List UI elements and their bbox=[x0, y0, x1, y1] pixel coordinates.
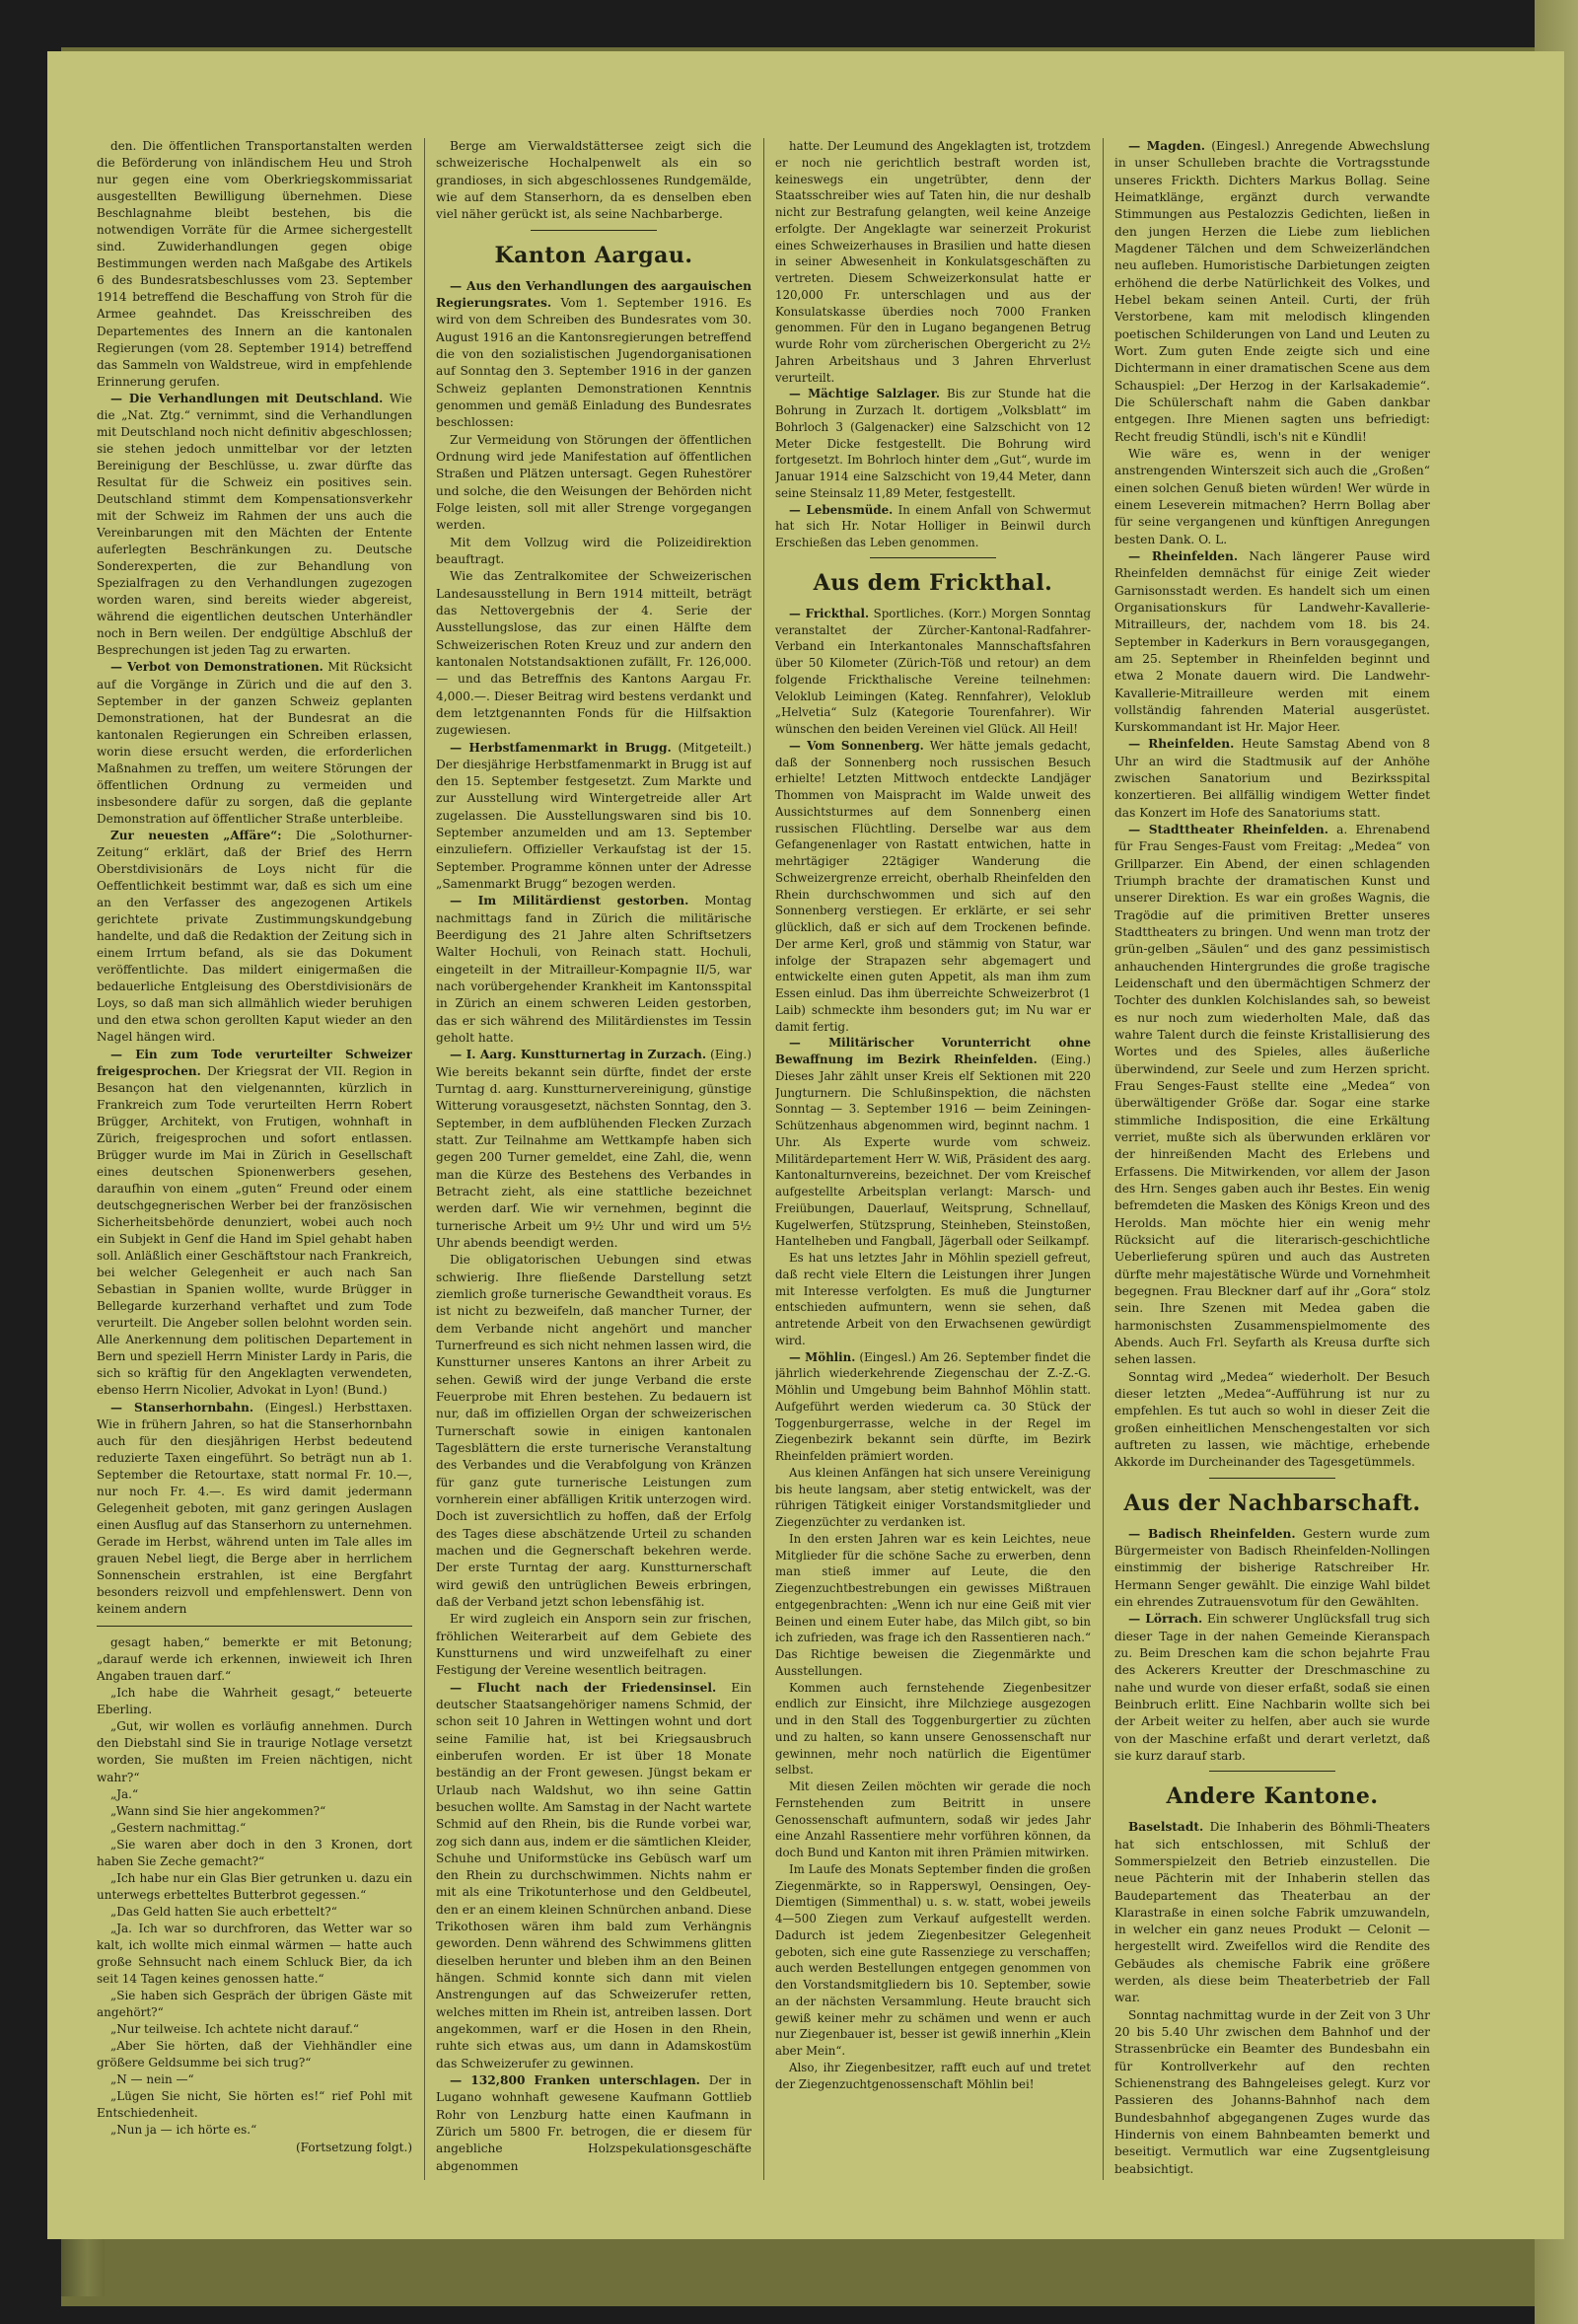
article-text: Es hat uns letztes Jahr in Möhlin speziell gefreut, daß recht viele Eltern die Leistungen ihrer Jungen mit Interesse verfolgten. Es muß die Jungturner entschieden aufmuntern, wenn sie sehen, daß antretende Arbeit von den Erwachsenen gewürdigt wird. bbox=[775, 1251, 1091, 1347]
article-text: „N — nein —“ bbox=[110, 2072, 194, 2087]
article-paragraph bbox=[97, 1803, 412, 1820]
article-paragraph bbox=[1114, 822, 1430, 1369]
article-text: „Ja.“ bbox=[110, 1786, 139, 1801]
article-text: Er wird zugleich ein Ansporn sein zur frischen, fröhlichen Weiterarbeit auf dem Gebiete des Kunstturnens und wird unzweifelhaft zu einer Festigung der Vereine wesentlich beitragen. bbox=[436, 1612, 752, 1678]
article-paragraph bbox=[436, 535, 752, 569]
article-paragraph bbox=[1114, 1819, 1430, 2007]
section-separator bbox=[1209, 1771, 1335, 1772]
article-text: „Sie haben sich Gespräch der übrigen Gäste mit angehört?“ bbox=[97, 1989, 412, 2020]
article-text: a. Ehrenabend für Frau Senges-Faust vom Freitag: „Medea“ von Grillparzer. Ein Abend, der einen schlagenden Triumph brachte der dramatischen Kunst und unserer Direktion. Es war ein großes Wagnis, die Tragödie auf die primitiven Bretter unseres Stadttheaters zu bringen. Und wenn man trotz der grün-gelben „Säulen“ und des ganz pessimistisch anhauchenden Hintergrundes die große tragische Leidenschaft und den übermächtigen Schmerz der Tochter des dunklen Kolchislandes sah, so beweist es nur noch zum wiederholten Male, daß das wahre Talent durch die feinste Kristallisierung des Wortes und des Spieles, alles äußerliche überwindend, zur Seele und zum Herzen spricht. Frau Senges-Faust stellte eine „Medea“ von überwältigender Größe dar. Sogar eine starke stimmliche Indisposition, die eine Erkältung verriet, mußte sich als überwunden erklären vor der hinreißenden Macht des Erlebens und Erfassens. Die Mitwirkenden, vor allem der Jason des Hrn. Senges gaben auch ihr Bestes. Ein wenig befremdeten die Masken des Königs Kreon und des Herolds. Man möchte hier ein wenig mehr Rücksicht auf die literarisch-geschichtliche Ueberlieferung spüren und auch das Austreten dürfte mehr majestätische Würde und Vornehmheit begegnen. Frau Bleckner darf auf ihr „Gora“ stolz sein. Ihre Szenen mit Medea gaben die harmonischsten Zusammenspielmomente des Abends. Auch Frl. Seyfarth als Kreusa durfte sich sehen lassen. bbox=[1114, 823, 1430, 1367]
section-separator bbox=[1209, 1478, 1335, 1479]
article-heading: — Vom Sonnenberg. bbox=[789, 738, 924, 753]
article-heading: — Aus den Verhandlungen des aargauischen Regierungsrates. bbox=[436, 278, 752, 310]
section-title: Aus der Nachbarschaft. bbox=[1123, 1489, 1421, 1516]
article-paragraph bbox=[436, 568, 752, 739]
article-text: In den ersten Jahren war es kein Leichtes, neue Mitglieder für die schöne Sache zu erwerben, denn man stieß immer auf Leute, die den Ziegenzuchtbestrebungen ein gewisses Mißtrauen entgegenbrachten: „Wenn ich nur eine Geiß mit vier Beinen und einem Euter habe, das Milch gibt, so bin ich zufrieden, was frage ich den Rassentieren nach.“ Das Richtige beweisen die Ziegenmärkte und Ausstellungen. bbox=[775, 1531, 1091, 1678]
article-heading: — Im Militärdienst gestorben. bbox=[450, 894, 689, 908]
article-text: Also, ihr Ziegenbesitzer, rafft euch auf und tretet der Ziegenzuchtgenossenschaft Möhlin bei! bbox=[775, 2060, 1091, 2091]
article-text: (Eing.) Dieses Jahr zählt unser Kreis elf Sektionen mit 220 Jungturnern. Die Schlußinspektion, die nächsten Sonntag — 3. September 1916 — beim Zeiningen-Schützenhaus abgenommen wird, beginnt nachm. 1 Uhr. Als Experte wurde vom schweiz. Militärdepartement Herr W. Wiß, Präsident des aarg. Kantonalturnvereins, bezeichnet. Der vom Kreischef aufgestellte Arbeitsplan verlangt: Marsch- und Freiübungen, Dauerlauf, Weitsprung, Schnellauf, Kugelwerfen, Stützsprung, Steinheben, Steinstoßen, Hantelheben und Fangball, Jägerball oder Seilkampf. bbox=[775, 1053, 1091, 1249]
article-heading: — Flucht nach der Friedensinsel. bbox=[450, 1680, 717, 1695]
column-divider bbox=[424, 138, 425, 2180]
article-text: (Eingesl.) Anregende Abwechslung in unser Schulleben brachte die Vortragsstunde unseres Frickth. Dichters Markus Bollag. Seine Heimatklänge, ergänzt durch verwandte Stimmungen aus Pestalozzis Gedichten, ließen in den jungen Herzen die Liebe zum lieblichen Magdener Tälchen und dem Schweizerländchen neu aufleben. Humoristische Darbietungen zeigten erhöhend die derbe Natürlichkeit des Volkes, und Hebel bekam seinen Anteil. Curti, der früh Verstorbene, kam mit melodisch klingenden poetischen Schilderungen von Land und Leuten zu Wort. Zum guten Ende zeigte sich und eine Dichtermann in einer dramatischen Scene aus dem Schauspiel: „Der Herzog in der Karlsakademie“. Die Schülerschaft nahm die Gaben dankbar entgegen. Ihre Mienen sagten uns befriedigt: Recht freudig Stündli, isch's nit e Kündli! bbox=[1114, 139, 1430, 444]
article-heading: — Badisch Rheinfelden. bbox=[1128, 1526, 1296, 1541]
article-heading: Baselstadt. bbox=[1128, 1820, 1204, 1835]
article-text: Zur Vermeidung von Störungen der öffentlichen Ordnung wird jede Manifestation auf öffentlichen Straßen und Plätzen untersagt. Gegen Ruhestörer und solche, die den Weisungen der Behörden nicht Folge leisten, soll mit aller Strenge vorgegangen werden. bbox=[436, 432, 752, 533]
article-paragraph bbox=[436, 432, 752, 535]
article-paragraph bbox=[97, 1634, 412, 1685]
article-paragraph bbox=[97, 1400, 412, 1619]
article-text: Die „Solothurner-Zeitung“ erklärt, daß der Brief des Herrn Oberstdivisionärs de Loys nicht für die Oeffentlichkeit bestimmt war, daß es sich um eine an den Verfasser des angezogenen Artikels gerichtete private Zustimmungskundgebung handelte, und daß die Redaktion der Zeitung sich in einem Irrtum befand, als sie das Dokument veröffentlichte. Das mildert einigermaßen die bedauerliche Entgleisung des Oberstdivisionärs de Loys, so daß man sich allmählich wieder beruhigen und den etwa schon gerollten Kaput wieder an den Nagel hängen wird. bbox=[97, 828, 412, 1045]
article-paragraph bbox=[1114, 548, 1430, 737]
article-text: Berge am Vierwaldstättersee zeigt sich die schweizerische Hochalpenwelt als ein so grandioses, in sich abgeschlossenes Rundgemälde, wie auf dem Stanserhorn, da es denselben eben viel näher gerückt ist, als seine Nachbarberge. bbox=[436, 139, 752, 222]
section-separator bbox=[531, 230, 657, 231]
article-heading: — Militärischer Vorunterricht ohne Bewaffnung im Bezirk Rheinfelden. bbox=[775, 1036, 1091, 1066]
article-text: „Nun ja — ich hörte es.“ bbox=[110, 2123, 257, 2138]
article-text: Nach längerer Pause wird Rheinfelden demnächst für einige Zeit wieder Garnisonsstadt werden. Es handelt sich um einen Organisationskurs für Landwehr-Kavallerie-Mitrailleurs, der, nachdem vom 18. bis 24. September in Kaderkurs in Bern vorausgegangen, am 25. September in Rheinfelden beginnt und etwa 2 Monate dauern wird. Die Landwehr-Kavallerie-Mitrailleure werden mit einem vollständig fahrenden Material ausgerüstet. Kurskommandant ist Hr. Major Heer. bbox=[1114, 548, 1430, 735]
article-heading: — Stanserhornbahn. bbox=[110, 1400, 254, 1415]
article-paragraph bbox=[97, 1870, 412, 1904]
article-text: Montag nachmittags fand in Zürich die militärische Beerdigung des 21 Jahre alten Schriftsetzers Walter Hochuli, von Reinach statt. Hochuli, eingeteilt in der Mitrailleur-Kompagnie II/5, war nach vorübergehender Krankheit im Kantonsspital in Zürich an einem schweren Leiden gestorben, das er sich während des Militärdienstes im Tessin geholt hatte. bbox=[436, 894, 752, 1046]
feuilleton-rule bbox=[97, 1626, 412, 1627]
article-paragraph bbox=[775, 386, 1091, 501]
article-text: Sonntag wird „Medea“ wiederholt. Der Besuch dieser letzten „Medea“-Aufführung ist nur zu empfehlen. Es tut auch so wohl in dieser Zeit die großen einheitlichen Menschengestalten vor sich auftreten zu lassen, wie mächtige, erhebende Akkorde im Durcheinander des Tagesgetümmels. bbox=[1114, 1369, 1430, 1470]
article-text: Gestern wurde zum Bürgermeister von Badisch Rheinfelden-Nollingen einstimmig der bisherige Ratschreiber Hr. Hermann Senger gewählt. Die einzige Wahl bildet ein ehrendes Zutrauensvotum für den Gewählten. bbox=[1114, 1526, 1430, 1609]
article-text: Im Laufe des Monats September finden die großen Ziegenmärkte, so in Rapperswyl, Oensingen, Oey-Diemtigen (Simmenthal) u. s. w. statt, wobei jeweils 4—500 Ziegen zum Verkauf aufgestellt werden. Dadurch ist jedem Ziegenbesitzer Gelegenheit geboten, sich eine gute Rassenziege zu verschaffen; auch werden Bestellungen entgegen genommen von den Vorstandsmitgliedern bis 10. September, sowie an der nächsten Versammlung. Heute braucht sich gewiß keiner mehr zu schämen und wenn er auch nur Ziegenbauer ist, besser ist gewiß innerhin „Klein aber Mein“. bbox=[775, 1861, 1091, 2058]
article-heading: — Rheinfelden. bbox=[1128, 737, 1235, 752]
article-heading: — Die Verhandlungen mit Deutschland. bbox=[110, 391, 384, 405]
article-text: Der Kriegsrat der VII. Region in Besançon hat den vielgenannten, kürzlich in Frankreich zum Tode verurteilten Herrn Robert Brügger, Architekt, von Frutigen, wohnhaft in Zürich, freigesprochen und sofort entlassen. Brügger wurde im Mai in Zürich in Gesellschaft eines deutschen Spionenwerbers gesehen, daraufhin von einem „guten“ Freund oder einem deutschgegnerischen Werber bei der französischen Sicherheitsbehörde denunziert, wobei auch noch ein Subjekt in Genf die Hand im Spiel gehabt haben soll. Anläßlich einer Geschäftstour nach Frankreich, bei welcher Gelegenheit er auch nach San Sebastian in Spanien wollte, wurde Brügger in Bellegarde kurzerhand verhaftet und zum Tode verurteilt. Die Angeber sollen belohnt worden sein. Alle Anerkennung dem politischen Departement in Bern und speziell Herrn Minister Lardy in Paris, die sich so kräftig für den Angeklagten verwendeten, ebenso Herrn Nicolier, Advokat in Lyon! (Bund.) bbox=[97, 1063, 412, 1398]
article-paragraph bbox=[97, 391, 412, 660]
article-text: „Lügen Sie nicht, Sie hörten es!“ rief Pohl mit Entschiedenheit. bbox=[97, 2089, 412, 2121]
article-text: Sonntag nachmittag wurde in der Zeit von 3 Uhr 20 bis 5.40 Uhr zwischen dem Bahnhof und der Strassenbrücke ein Beamter des Bundesbahn ein für Kontrollverkehr auf den rechten Schienenstrang des Bahngeleises gelegt. Kurz vor Passieren des Johanns-Bahnhof nach dem Bundesbahnhof abgegangenen Zuges wurde das Hindernis von einem Bahnbeamten bemerkt und beseitigt. Vermutlich war eine Zugsentgleisung beabsichtigt. bbox=[1114, 2007, 1430, 2176]
article-paragraph bbox=[1114, 1526, 1430, 1612]
article-paragraph bbox=[775, 2060, 1091, 2093]
article-text: Wie die „Nat. Ztg.“ vernimmt, sind die Verhandlungen mit Deutschland noch nicht definitiv abgeschlossen; sie stehen jedoch unmittelbar vor der letzten Bereinigung der Beschlüsse, u. zwar dürfte das Resultat für die Schweiz ein positives sein. Deutschland stimmt dem Kompensationsverkehr mit der Schweiz im Rahmen der uns auch die Vereinbarungen mit den Mächten der Entente auferlegten Beschränkungen zu. Deutsche Sonderexperten, die zur Behandlung von Spezialfragen zu den Verhandlungen zugezogen worden waren, sind bereits wieder abgereist, während die eigentlichen deutschen Unterhändler noch in Bern weilen. Der endgültige Abschluß der Besprechungen ist jeden Tag zu erwarten. bbox=[97, 391, 412, 658]
article-text: (Mitgeteilt.) Der diesjährige Herbstfamenmarkt in Brugg ist auf den 15. September festgesetzt. Zum Markte und zur Ausstellung wird Wintergetreide aller Art zugelassen. Die Ausstellungswaren sind bis 10. September anzumelden und am 13. September einzuliefern. Offizieller Verkaufstag ist der 15. September. Programme können unter der Adresse „Samenmarkt Brugg“ bezogen werden. bbox=[436, 740, 752, 892]
section-title: Aus dem Frickthal. bbox=[813, 569, 1053, 596]
article-paragraph bbox=[97, 1718, 412, 1785]
article-paragraph bbox=[1114, 446, 1430, 548]
article-paragraph bbox=[436, 1611, 752, 1679]
article-paragraph bbox=[775, 138, 1091, 386]
article-paragraph bbox=[775, 738, 1091, 1036]
article-text: „Gut, wir wollen es vorläufig annehmen. Durch den Diebstahl sind Sie in traurige Notlage versetzt worden, Sie mußten im Freien nächtigen, nicht wahr?“ bbox=[97, 1719, 412, 1784]
article-heading: — 132,800 Franken unterschlagen. bbox=[450, 2073, 700, 2088]
article-paragraph bbox=[775, 606, 1091, 738]
article-text: Der in Lugano wohnhaft gewesene Kaufmann Gottlieb Rohr von Lenzburg hatte einen Kaufmann in Zürich um 5800 Fr. betrogen, die er diesem für angebliche Holzspekulationsgeschäfte abgenommen bbox=[436, 2073, 752, 2173]
article-text: Mit dem Vollzug wird die Polizeidirektion beauftragt. bbox=[436, 535, 752, 566]
column-divider bbox=[763, 138, 764, 2180]
article-text: hatte. Der Leumund des Angeklagten ist, trotzdem er noch nie gerichtlich bestraft worden ist, keineswegs ein ungetrübter, denn der Staatsschreiber wies auf Taten hin, die nur deshalb nicht zur Bestrafung gelangten, weil keine Anzeige erfolgte. Der Angeklagte war seinerzeit Prokurist eines Schweizerhauses in Brasilien und hatte diesen in seiner Abwesenheit in Konkulatsgeschäften zu vertreten. Diesem Schweizerkonsulat hatte er 120,000 Fr. unterschlagen und aus der Konsulatskasse überdies noch 7000 Franken genommen. Für den in Lugano begangenen Betrug wurde Rohr vom zürcherischen Obergericht zu 2½ Jahren Arbeitshaus und 3 Jahren Ehrverlust verurteilt. bbox=[775, 139, 1091, 385]
article-text: „Nur teilweise. Ich achtete nicht darauf.“ bbox=[110, 2022, 360, 2037]
article-heading: — Stadttheater Rheinfelden. bbox=[1128, 823, 1328, 837]
article-text: Sportliches. (Korr.) Morgen Sonntag veranstaltet der Zürcher-Kantonal-Radfahrer-Verband ein Interkantonales Mannschaftsfahren über 50 Kilometer (Zürich-Töß und retour) an dem folgende Frickthalische Vereine teilnehmen: Veloklub Leimingen (Kateg. Rennfahrer), Veloklub „Helvetia“ Sulz (Kategorie Tourenfahrer). Wir wünschen den beiden Vereinen viel Glück. All Heil! bbox=[775, 606, 1091, 736]
article-text: (Eing.) Wie bereits bekannt sein dürfte, findet der erste Turntag d. aarg. Kunstturnervereinigung, günstige Witterung vorausgesetzt, nächsten Sonntag, den 3. September, in dem aufblühenden Flecken Zurzach statt. Zur Teilnahme am Wettkampfe haben sich gegen 200 Turner gemeldet, eine Zahl, die, wenn man die Kürze des Bestehens des Verbandes in Betracht zieht, als eine stattliche bezeichnet werden darf. Wie wir vernehmen, beginnt die turnerische Arbeit um 9½ Uhr und wird um 5½ Uhr abends beendigt werden. bbox=[436, 1048, 752, 1251]
article-paragraph bbox=[97, 2021, 412, 2038]
article-paragraph bbox=[97, 659, 412, 827]
article-paragraph bbox=[1114, 1369, 1430, 1472]
article-text: gesagt haben,“ bemerkte er mit Betonung; „darauf werde ich erkennen, inwieweit ich Ihren Angaben trauen darf.“ bbox=[97, 1635, 412, 1684]
article-text: Aus kleinen Anfängen hat sich unsere Vereinigung bis heute langsam, aber stetig entwickelt, was der rührigen Tätigkeit einiger Vorstandsmitglieder und Ziegenzüchter zu verdanken ist. bbox=[775, 1465, 1091, 1529]
article-paragraph bbox=[97, 1837, 412, 1870]
article-paragraph bbox=[775, 1531, 1091, 1680]
article-heading: — Mächtige Salzlager. bbox=[789, 387, 941, 401]
article-text: „Gestern nachmittag.“ bbox=[110, 1820, 247, 1835]
article-paragraph bbox=[1114, 736, 1430, 822]
article-paragraph bbox=[97, 2071, 412, 2088]
column-2 bbox=[436, 138, 752, 2175]
article-heading: — Herbstfamenmarkt in Brugg. bbox=[450, 740, 672, 755]
article-paragraph bbox=[97, 1786, 412, 1803]
article-heading: — Lebensmüde. bbox=[789, 502, 894, 517]
column-4 bbox=[1114, 138, 1430, 2178]
section-separator bbox=[870, 557, 996, 558]
article-text: (Eingesl.) Herbsttaxen. Wie in frühern Jahren, so hat die Stanserhornbahn auch für den diesjährigen Herbst bedeutend reduzierte Taxen eingeführt. So beträgt nun ab 1. September die Retourtaxe, statt normal Fr. 10.—, nur noch Fr. 4.—. Es wird damit jedermann Gelegenheit geboten, mit ganz geringen Auslagen einen Ausflug auf das Stanserhorn zu unternehmen. Gerade im Herbst, während unten im Tale alles im grauen Nebel liegt, die Berge aber in herrlichem Sonnenschein erstrahlen, ist eine Bergfahrt besonders reizvoll und empfehlenswert. Denn von keinem andern bbox=[97, 1400, 412, 1617]
newspaper-page bbox=[47, 51, 1564, 2239]
article-text: „Ich habe nur ein Glas Bier getrunken u. dazu ein unterwegs erbetteltes Butterbrot gegessen.“ bbox=[97, 1870, 412, 1902]
article-paragraph bbox=[97, 828, 412, 1047]
article-text: Die obligatorischen Uebungen sind etwas schwierig. Ihre fließende Darstellung setzt ziemlich große turnerische Gewandtheit voraus. Es ist nicht zu bezweifeln, daß mancher Turner, der dem Verbande nicht angehört und mancher Turnerfreund es sich nicht nehmen lassen wird, die Kunstturner unseres Kantons an ihrer Arbeit zu sehen. Gewiß wird der junge Verband die erste Feuerprobe mit Ehren bestehen. Zu bedauern ist nur, daß im offiziellen Organ der schweizerischen Turnerschaft sowie in einigen kantonalen Tagesblättern die erste turnerische Veranstaltung des Verbandes und die Verabfolgung von Kränzen für ganz gute turnerische Leistungen zum vornherein einer abfälligen Kritik unterzogen wird. Doch ist zuversichtlich zu hoffen, daß der Erfolg des Tages diese abschätzende Urteil zu schanden machen und die Gegnerschaft bekehren werde. Der erste Turntag der aarg. Kunstturnerschaft wird gewiß den untrüglichen Beweis erbringen, daß der Verband jetzt schon lebensfähig ist. bbox=[436, 1253, 752, 1609]
article-paragraph bbox=[97, 1904, 412, 1921]
article-text: Ein schwerer Unglücksfall trug sich dieser Tage in der nahen Gemeinde Kieranspach zu. Beim Dreschen kam die schon bejahrte Frau des Ackerers Kreutter der Dreschmaschine zu nahe und wurde von dieser erfaßt, sodaß sie einen Beinbruch erlitt. Eine Nachbarin wollte sich bei der Arbeit weiter zu helfen, aber auch sie wurde von der Maschine erfaßt und derart verletzt, daß sie kurz darauf starb. bbox=[1114, 1612, 1430, 1763]
article-paragraph bbox=[97, 138, 412, 391]
article-heading: — Magden. bbox=[1128, 139, 1206, 153]
article-paragraph bbox=[97, 1820, 412, 1837]
article-paragraph bbox=[1114, 138, 1430, 446]
article-text: „Wann sind Sie hier angekommen?“ bbox=[110, 1803, 326, 1818]
article-paragraph bbox=[436, 1047, 752, 1252]
article-text: „Das Geld hatten Sie auch erbettelt?“ bbox=[110, 1904, 337, 1919]
article-paragraph bbox=[775, 1035, 1091, 1250]
article-paragraph bbox=[436, 893, 752, 1047]
column-divider bbox=[1103, 138, 1104, 2180]
article-paragraph bbox=[1114, 2007, 1430, 2178]
article-text: Wie wäre es, wenn in der weniger anstrengenden Winterszeit sich auch die „Großen“ einen solchen Genuß bieten würden! Wer würde in einem Leseverein mitmachen? Herrn Bollag aber für seine vergangenen und künftigen Anregungen besten Dank. O. L. bbox=[1114, 446, 1430, 546]
article-paragraph bbox=[97, 2038, 412, 2071]
article-heading: — Rheinfelden. bbox=[1128, 548, 1239, 563]
section-title: Kanton Aargau. bbox=[494, 242, 693, 268]
article-text: Kommen auch fernstehende Ziegenbesitzer endlich zur Einsicht, ihre Milchziege ausgezogen und in den Stall des Toggenburgertier zu züchten und zu halten, so kann unsere Genossenschaft nur gewinnen, mehr noch natürlich die Eigentümer selbst. bbox=[775, 1680, 1091, 1778]
column-3 bbox=[775, 138, 1091, 2092]
article-paragraph bbox=[436, 1252, 752, 1611]
article-text: Wie das Zentralkomitee der Schweizerischen Landesausstellung in Bern 1914 mitteilt, beträgt das Nettovergebnis der 4. Serie der Ausstellungslose, das zur einen Hälfte dem Schweizerischen Roten Kreuz und zur andern den kantonalen Notstandsaktionen zufällt, Fr. 126,000.— und das Betreffnis des Kantons Aargau Fr. 4,000.—. Dieser Beitrag wird bestens verdankt und dem letztgenannten Fonds für die Hilfsaktion zugewiesen. bbox=[436, 569, 752, 738]
article-paragraph bbox=[436, 740, 752, 894]
article-heading: — Lörrach. bbox=[1128, 1612, 1203, 1627]
article-paragraph bbox=[97, 1047, 412, 1400]
column-1 bbox=[97, 138, 412, 2156]
article-heading: — Möhlin. bbox=[789, 1349, 856, 1364]
article-text: Die Inhaberin des Böhmli-Theaters hat sich entschlossen, mit Schluß der Sommerspielzeit den Betrieb einzustellen. Die neue Pächterin mit der Inhaberin stellen das Baudepartement das Theaterbau an der Klarastraße in einen solche Fabrik umzuwandeln, in welcher ein ganz neues Produkt — Celonit — hergestellt wird. Zweifellos wird die Rendite des Gebäudes als chemische Fabrik eine größere werden, als diese beim Theaterbetrieb der Fall war. bbox=[1114, 1820, 1430, 2005]
article-paragraph bbox=[436, 1680, 752, 2073]
article-paragraph bbox=[436, 2072, 752, 2175]
article-paragraph bbox=[775, 1779, 1091, 1861]
article-paragraph bbox=[775, 1465, 1091, 1531]
article-paragraph bbox=[775, 1250, 1091, 1349]
article-text: „Ja. Ich war so durchfroren, das Wetter war so kalt, ich wollte mich einmal wärmen — hatte auch große Sehnsucht nach einem Schluck Bier, da ich seit 14 Tagen keines genossen hatte.“ bbox=[97, 1921, 412, 1987]
article-text: (Eingesl.) Am 26. September findet die jährlich wiederkehrende Ziegenschau der Z.-Z.-G. Möhlin und Umgebung beim Bahnhof Möhlin statt. Aufgeführt werden wiederum ca. 30 Stück der Toggenburgerrasse, welche in der Regel im Ziegenbezirk bekannt sein dürfte, im Bezirk Rheinfelden prämiert worden. bbox=[775, 1349, 1091, 1463]
article-text: den. Die öffentlichen Transportanstalten werden die Beförderung von inländischem Heu und Stroh nur gegen eine vom Oberkriegskommissariat ausgestellten Bewilligung übernehmen. Diese Beschlagnahme bleibt bestehen, bis die notwendigen Vorräte für die Armee sichergestellt sind. Zuwiderhandlungen gegen obige Bestimmungen werden nach Maßgabe des Artikels 6 des Bundesratsbeschlusses vom 23. September 1914 betreffend die Beschaffung von Stroh für die Armee geahndet. Das Kreisschreiben des Departementes des Innern an die kantonalen Regierungen (vom 28. September 1914) betreffend das Sammeln von Waldstreue, wird in empfehlende Erinnerung gerufen. bbox=[97, 139, 412, 389]
article-heading: — Ein zum Tode verurteilter Schweizer freigesprochen. bbox=[97, 1047, 412, 1078]
article-text: Mit diesen Zeilen möchten wir gerade die noch Fernstehenden zum Beitritt in unsere Genossenschaft aufmuntern, sodaß wir jedes Jahr eine Anzahl Rassentiere mehr vorführen können, da doch Bund und Kanton mit ihren Prämien mitwirken. bbox=[775, 1779, 1091, 1859]
article-text: In einem Anfall von Schwermut hat sich Hr. Notar Holliger in Beinwil durch Erschießen das Leben genommen. bbox=[775, 502, 1091, 549]
article-paragraph bbox=[1114, 1611, 1430, 1765]
article-text: Wer hätte jemals gedacht, daß der Sonnenberg noch russischen Besuch erhielte! Letzten Mittwoch entdeckte Landjäger Thommen von Maispracht im Walde unweit des Aussichtsturmes auf dem Sonnenberg einen russischen Flüchtling. Derselbe war aus dem Gefangenenlager von Rastatt entwichen, hatte in mehrtägiger 22tägiger Wanderung die Schweizergrenze erreicht, oberhalb Rheinfelden den Rhein durchschwommen und sich auf den Sonnenberg verstiegen. Er erklärte, er sei sehr glücklich, daß er sich auf dem Trockenen befinde. Der arme Kerl, groß und stämmig von Statur, war infolge der Strapazen sehr abgemagert und entwickelte einen guten Appetit, als man ihm zum Essen einlud. Das ihm überreichte Schweizerbrot (1 Laib) schmeckte ihm besonders gut; im Nu war er damit fertig. bbox=[775, 738, 1091, 1034]
article-paragraph bbox=[775, 502, 1091, 551]
article-paragraph bbox=[97, 1988, 412, 2021]
article-paragraph bbox=[97, 2122, 412, 2139]
article-heading: — Frickthal. bbox=[789, 606, 870, 620]
article-heading: — I. Aarg. Kunstturnertag in Zurzach. bbox=[450, 1048, 707, 1062]
article-text: Vom 1. September 1916. Es wird von dem Schreiben des Bundesrates vom 30. August 1916 an die Kantonsregierungen betreffend die von den sozialistischen Jugendorganisationen auf Sonntag den 3. September 1916 in der ganzen Schweiz geplanten Demonstrationen Kenntnis genommen und gemäß Einladung des Bundesrates beschlossen: bbox=[436, 295, 752, 430]
article-paragraph bbox=[97, 1685, 412, 1718]
article-heading: Zur neuesten „Affäre“: bbox=[110, 828, 282, 842]
article-text: „Aber Sie hörten, daß der Viehhändler eine größere Geldsumme bei sich trug?“ bbox=[97, 2039, 412, 2070]
article-text: Bis zur Stunde hat die Bohrung in Zurzach lt. dortigem „Volksblatt“ im Bohrloch 3 (Galgenacker) eine Salzschicht von 12 Meter Dicke festgestellt. Die Bohrung wird fortgesetzt. Im Bohrloch hinter dem „Gut“, wurde im Januar 1914 eine Salzschicht von 19,44 Meter, dann seine Steinsalz 11,89 Meter, festgestellt. bbox=[775, 387, 1091, 500]
article-text: „Ich habe die Wahrheit gesagt,“ beteuerte Eberling. bbox=[97, 1686, 412, 1717]
article-text: „Sie waren aber doch in den 3 Kronen, dort haben Sie Zeche gemacht?“ bbox=[97, 1837, 412, 1868]
article-paragraph bbox=[775, 1349, 1091, 1465]
article-paragraph bbox=[97, 1921, 412, 1988]
article-paragraph bbox=[775, 1861, 1091, 2060]
article-heading: — Verbot von Demonstrationen. bbox=[110, 660, 323, 675]
section-title: Andere Kantone. bbox=[1166, 1783, 1379, 1810]
article-text: Mit Rücksicht auf die Vorgänge in Zürich und die auf den 3. September in der ganzen Schweiz geplanten Demonstrationen, hat der Bundesrat an die kantonalen Regierungen ein Schreiben erlassen, worin diese ersucht werden, die erforderlichen Maßnahmen zu treffen, um weitere Störungen der öffentlichen Ordnung zu vermeiden und insbesondere dafür zu sorgen, daß die geplante Demonstration auf öffentlicher Straße unterbleibe. bbox=[97, 660, 412, 826]
article-text: Ein deutscher Staatsangehöriger namens Schmid, der schon seit 10 Jahren in Wettingen wohnt und dort seine Familie hat, ist bei Kriegsausbruch einberufen worden. Er ist über 18 Monate beständig an der Front gewesen. Jüngst bekam er Urlaub nach Waldshut, wo ihn seine Gattin besuchen wollte. Am Samstag in der Nacht wartete Schmid auf den Rhein, bis die Runde vorbei war, zog sich dann aus, indem er die sämtlichen Kleider, Schuhe und Uniformstücke ins Gebüsch warf um den Rhein zu durchschwimmen. Nichts nahm er mit als eine Trikotunterhose und den Geldbeutel, den er an einem kleinen Schnürchen anband. Diese Trikothosen wären ihm bald zum Verhängnis geworden. Denn während des Schwimmens glitten dieselben herunter und bleben ihm an den Beinen hängen. Schmid konnte sich dann mit vielen Anstrengungen auf das Schweizerufer retten, welches mitten im Rhein ist, antreiben lassen. Dort angekommen, warf er die Hosen in den Rhein, ruhte sich etwas aus, um dann in Adamskostüm das Schweizerufer zu gewinnen. bbox=[436, 1680, 752, 2070]
article-paragraph bbox=[436, 138, 752, 224]
article-paragraph bbox=[97, 2088, 412, 2122]
article-paragraph bbox=[775, 1680, 1091, 1779]
article-paragraph bbox=[436, 278, 752, 432]
article-text: Heute Samstag Abend von 8 Uhr an wird die Stadtmusik auf der Anhöhe zwischen Sanatorium und Bezirksspital konzertieren. Bei allfällig windigem Wetter findet das Konzert im Hofe des Sanatoriums statt. bbox=[1114, 737, 1430, 820]
continuation-note: (Fortsetzung folgt.) bbox=[296, 2140, 412, 2154]
